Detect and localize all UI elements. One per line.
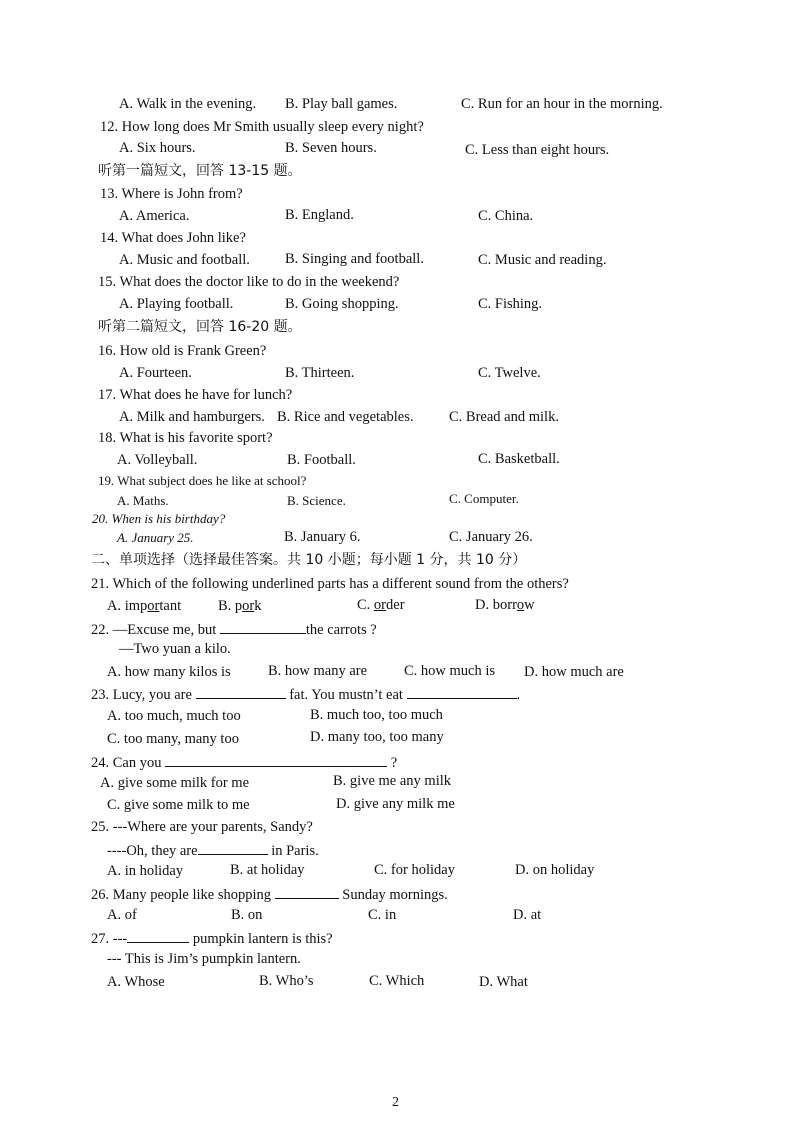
q23-option-a: A. too much, much too xyxy=(107,708,241,724)
q23-question: 23. Lucy, you are fat. You mustn’t eat . xyxy=(91,684,520,704)
q25-option-a: A. in holiday xyxy=(107,863,184,879)
q24-option-d: D. give any milk me xyxy=(336,796,455,812)
q18-question: 18. What is his favorite sport? xyxy=(98,430,273,446)
q17-option-b: B. Rice and vegetables. xyxy=(277,409,414,425)
q23-option-d: D. many too, too many xyxy=(310,729,444,745)
q14-option-c: C. Music and reading. xyxy=(478,252,607,268)
q15-option-b: B. Going shopping. xyxy=(285,296,399,312)
q15-question: 15. What does the doctor like to do in the weekend? xyxy=(98,274,400,290)
q25-option-b: B. at holiday xyxy=(230,862,305,878)
q24-option-a: A. give some milk for me xyxy=(100,775,250,791)
q16-option-c: C. Twelve. xyxy=(478,365,541,381)
q26-question: 26. Many people like shopping Sunday mornings. xyxy=(91,884,448,904)
q18-option-a: A. Volleyball. xyxy=(117,452,198,468)
q19-option-b: B. Science. xyxy=(287,493,346,508)
q18-option-c: C. Basketball. xyxy=(478,451,560,467)
q25-answer: ----Oh, they are in Paris. xyxy=(107,840,319,860)
q22-question: 22. —Excuse me, but the carrots ? xyxy=(91,619,377,639)
q24-question: 24. Can you ? xyxy=(91,752,397,772)
q27-question: 27. --- pumpkin lantern is this? xyxy=(91,928,333,948)
q22-option-c: C. how much is xyxy=(404,663,496,679)
passage1-header: 听第一篇短文，回答 13-15 题。 xyxy=(98,163,302,179)
q22-answer: —Two yuan a kilo. xyxy=(119,641,231,657)
q27-option-a: A. Whose xyxy=(107,974,165,990)
q23-option-c: C. too many, many too xyxy=(107,731,239,747)
q26-option-d: D. at xyxy=(513,907,542,923)
q21-question: 21. Which of the following underlined parts has a different sound from the others? xyxy=(91,576,569,592)
q14-option-b: B. Singing and football. xyxy=(285,251,424,267)
q13-question: 13. Where is John from? xyxy=(100,186,243,202)
q27-option-d: D. What xyxy=(479,974,528,990)
q21-option-a: A. important xyxy=(107,598,182,614)
q24-option-c: C. give some milk to me xyxy=(107,797,250,813)
q26-option-c: C. in xyxy=(368,907,397,923)
q21-option-d: D. borrow xyxy=(475,597,535,613)
q13-option-a: A. America. xyxy=(119,208,190,224)
q18-option-b: B. Football. xyxy=(287,452,356,468)
q20-question: 20. When is his birthday? xyxy=(92,511,226,526)
q15-option-a: A. Playing football. xyxy=(119,296,234,312)
section2-header: 二、单项选择（选择最佳答案。共 10 小题；每小题 1 分，共 10 分） xyxy=(91,552,527,568)
q22-option-b: B. how many are xyxy=(268,663,368,679)
q21-option-b: B. pork xyxy=(218,598,262,614)
passage2-header: 听第二篇短文，回答 16-20 题。 xyxy=(98,319,302,335)
q13-option-b: B. England. xyxy=(285,207,354,223)
q17-option-c: C. Bread and milk. xyxy=(449,409,559,425)
q13-option-c: C. China. xyxy=(478,208,534,224)
q26-option-a: A. of xyxy=(107,907,137,923)
q16-option-a: A. Fourteen. xyxy=(119,365,192,381)
q14-question: 14. What does John like? xyxy=(100,230,246,246)
q22-option-d: D. how much are xyxy=(524,664,624,680)
q14-option-a: A. Music and football. xyxy=(119,252,250,268)
q16-option-b: B. Thirteen. xyxy=(285,365,355,381)
q12-question: 12. How long does Mr Smith usually sleep every night? xyxy=(100,119,424,135)
q19-option-a: A. Maths. xyxy=(117,493,169,508)
page-number: 2 xyxy=(392,1095,399,1110)
q27-answer: --- This is Jim’s pumpkin lantern. xyxy=(107,951,301,967)
q25-question: 25. ---Where are your parents, Sandy? xyxy=(91,819,313,835)
q11-option-c: C. Run for an hour in the morning. xyxy=(461,96,663,112)
q20-option-b: B. January 6. xyxy=(284,529,361,545)
q27-option-b: B. Who’s xyxy=(259,973,314,989)
q27-option-c: C. Which xyxy=(369,973,425,989)
q11-option-b: B. Play ball games. xyxy=(285,96,398,112)
q20-option-c: C. January 26. xyxy=(449,529,533,545)
q16-question: 16. How old is Frank Green? xyxy=(98,343,267,359)
q15-option-c: C. Fishing. xyxy=(478,296,543,312)
q25-option-c: C. for holiday xyxy=(374,862,455,878)
q23-option-b: B. much too, too much xyxy=(310,707,443,723)
q12-option-b: B. Seven hours. xyxy=(285,140,377,156)
q26-option-b: B. on xyxy=(231,907,263,923)
q12-option-c: C. Less than eight hours. xyxy=(465,142,610,158)
q19-option-c: C. Computer. xyxy=(449,491,519,506)
q20-option-a: A. January 25. xyxy=(117,530,194,545)
q21-option-c: C. order xyxy=(357,597,405,613)
q25-option-d: D. on holiday xyxy=(515,862,595,878)
q17-question: 17. What does he have for lunch? xyxy=(98,387,293,403)
q22-option-a: A. how many kilos is xyxy=(107,664,231,680)
q12-option-a: A. Six hours. xyxy=(119,140,196,156)
q19-question: 19. What subject does he like at school? xyxy=(98,473,307,488)
q11-option-a: A. Walk in the evening. xyxy=(119,96,257,112)
q24-option-b: B. give me any milk xyxy=(333,773,451,789)
q17-option-a: A. Milk and hamburgers. xyxy=(119,409,265,425)
